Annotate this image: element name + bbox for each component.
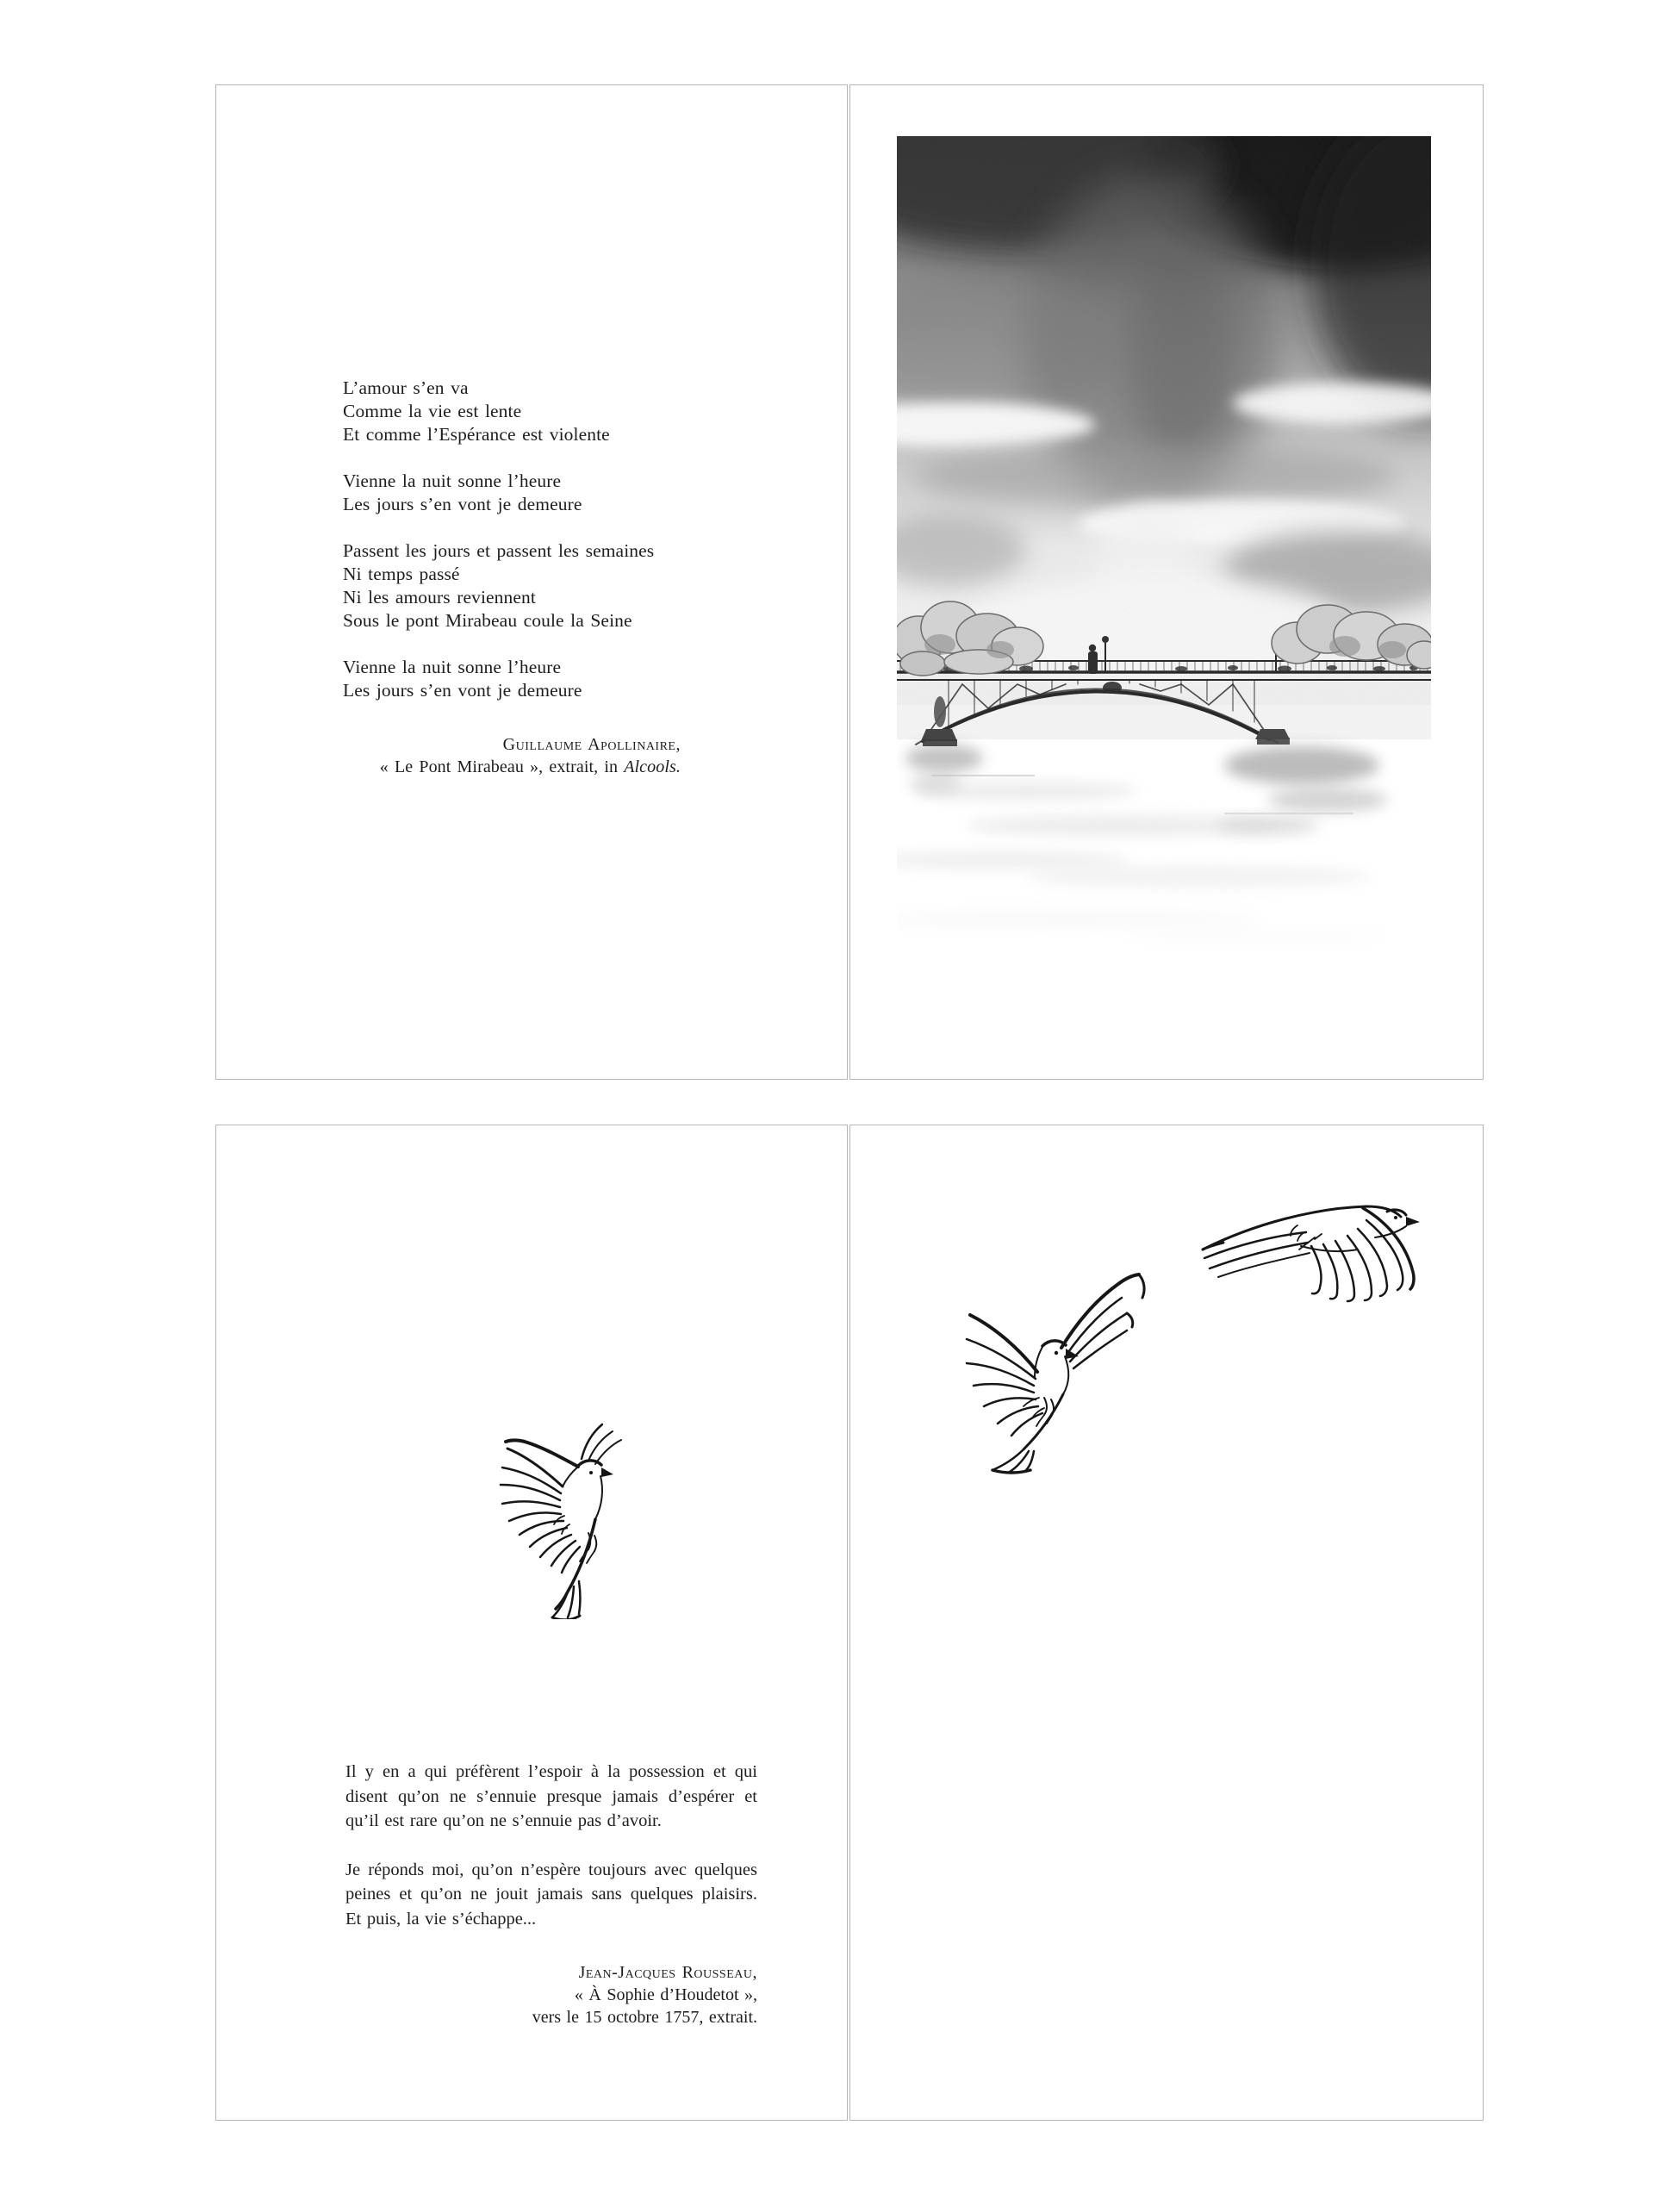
poem-author: Guillaume Apollinaire, xyxy=(502,735,681,754)
poem-line: Sous le pont Mirabeau coule la Seine xyxy=(343,610,632,631)
page-bottom-right xyxy=(849,1125,1484,2121)
poem-line: Passent les jours et passent les semaines xyxy=(343,540,655,561)
page-bottom-left xyxy=(215,1125,848,2121)
quote-attribution xyxy=(345,1961,757,2028)
watercolor-bridge-illustration xyxy=(897,136,1431,998)
poem-line: Vienne la nuit sonne l’heure xyxy=(343,470,562,491)
page-top-left xyxy=(215,84,848,1080)
quote-line: disent qu’on ne s’ennuie presque jamais d’espérer et xyxy=(345,1786,757,1806)
poem-stanza-2 xyxy=(343,470,681,516)
poem-source xyxy=(343,756,681,778)
page-top-right xyxy=(849,84,1484,1080)
quote-paragraph-1 xyxy=(345,1760,757,1834)
rousseau-quote xyxy=(345,1760,757,2028)
poem-stanza-3 xyxy=(343,539,681,633)
dove-landing-illustration xyxy=(492,1404,638,1619)
poem-line: Ni temps passé xyxy=(343,564,460,584)
poem-source-prefix: « Le Pont Mirabeau », extrait, in xyxy=(379,757,625,776)
quote-paragraph-2 xyxy=(345,1858,757,1932)
poem-line: L’amour s’en va xyxy=(343,377,469,398)
quote-line: Et puis, la vie s’échappe... xyxy=(345,1909,537,1929)
quote-date: vers le 15 octobre 1757, extrait. xyxy=(532,2008,757,2027)
quote-author: Jean-Jacques Rousseau, xyxy=(578,1963,757,1982)
poem-source-title: Alcools. xyxy=(624,757,681,776)
river-water xyxy=(897,739,1431,998)
quote-source: « À Sophie d’Houdetot », xyxy=(574,1985,757,2004)
poem-stanza-1 xyxy=(343,377,681,446)
poem-line: Vienne la nuit sonne l’heure xyxy=(343,657,562,677)
poem-le-pont-mirabeau xyxy=(343,377,681,778)
quote-line: Je réponds moi, qu’on n’espère toujours avec quelques xyxy=(345,1860,757,1879)
quote-line: qu’il est rare qu’on ne s’ennuie pas d’avoir. xyxy=(345,1811,662,1830)
poem-line: Ni les amours reviennent xyxy=(343,587,536,608)
quote-line: peines et qu’on ne jouit jamais sans quelques plaisirs. xyxy=(345,1885,757,1904)
quote-line: Il y en a qui préfèrent l’espoir à la possession et qui xyxy=(345,1762,757,1781)
dove-landing-strokes xyxy=(501,1424,621,1619)
dove-wings-spread-illustration xyxy=(953,1246,1155,1474)
poem-line: Les jours s’en vont je demeure xyxy=(343,494,582,514)
poem-line: Les jours s’en vont je demeure xyxy=(343,680,582,701)
poem-line: Et comme l’Espérance est violente xyxy=(343,424,610,445)
dove-wings-spread-strokes xyxy=(967,1274,1144,1473)
poem-attribution xyxy=(343,733,681,778)
dove-gliding-illustration xyxy=(1194,1193,1435,1335)
dove-gliding-strokes xyxy=(1203,1206,1420,1301)
poem-stanza-4 xyxy=(343,656,681,702)
poem-line: Comme la vie est lente xyxy=(343,401,522,421)
